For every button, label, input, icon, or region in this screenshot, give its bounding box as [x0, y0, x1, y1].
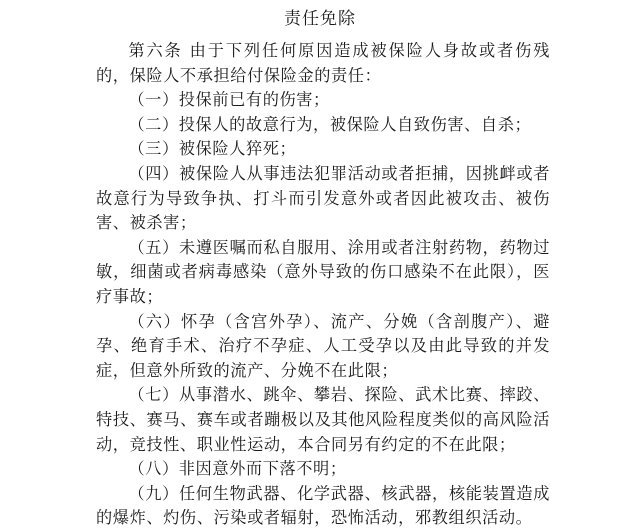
exclusion-item-5: （五）未遵医嘱而私自服用、涂用或者注射药物，药物过敏，细菌或者病毒感染（意外导致的伤口感染不在此限），医疗事故； [96, 237, 550, 306]
exclusion-item-7: （七）从事潜水、跳伞、攀岩、探险、武术比赛、摔跤、特技、赛马、赛车或者蹦极以及其他风险程度类似的高风险活动，竞技性、职业性运动，本合同另有约定的不在此限； [96, 385, 550, 454]
exclusion-item-4: （四）被保险人从事违法犯罪活动或者拒捕，因挑衅或者故意行为导致争执、打斗而引发意外或者因此被攻击、被伤害、被杀害； [96, 163, 550, 233]
exclusion-item-3: （三）被保险人猝死； [128, 139, 297, 159]
exclusion-item-2: （二）投保人的故意行为，被保险人自致伤害、自杀； [128, 114, 532, 134]
exclusion-item-1: （一）投保前已有的伤害； [128, 90, 330, 110]
section-title: 责任免除 [284, 9, 356, 29]
clause-intro: 第六条 由于下列任何原因造成被保险人身故或者伤残的，保险人不承担给付保险金的责任： [96, 41, 550, 85]
exclusion-item-9: （九）任何生物武器、化学武器、核武器，核能装置造成的爆炸、灼伤、污染或者辐射，恐怖活动，邪教组织活动。 [96, 483, 550, 528]
exclusion-item-6: （六）怀孕（含宫外孕）、流产、分娩（含剖腹产）、避孕、绝育手术、治疗不孕症、人工受孕以及由此导致的并发症，但意外所致的流产、分娩不在此限； [96, 311, 550, 380]
clause-body [96, 39, 550, 531]
exclusion-item-8: （八）非因意外而下落不明； [128, 459, 347, 479]
